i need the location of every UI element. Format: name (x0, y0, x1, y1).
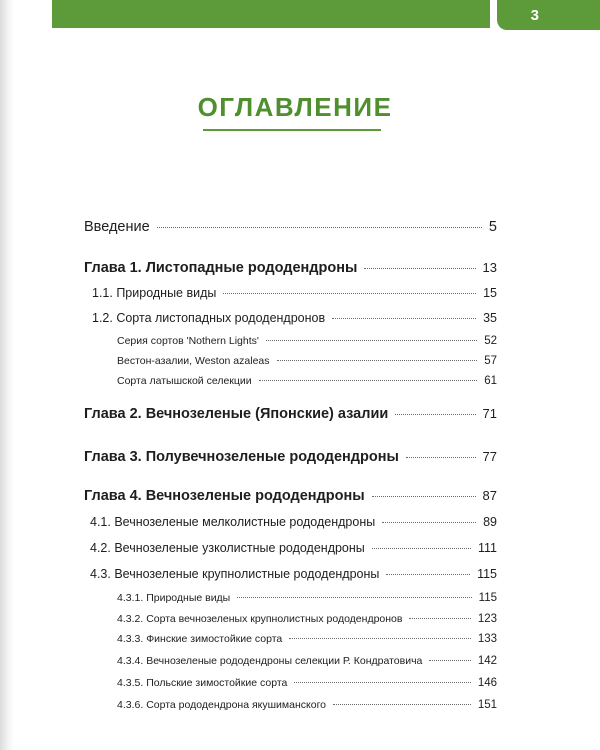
toc-entry-page: 133 (477, 633, 497, 645)
toc-entry-label: Сорта латышской селекции (117, 375, 252, 387)
toc-entry-section-4-3[interactable] (90, 567, 497, 581)
toc-entry-section-4-2[interactable] (90, 541, 497, 555)
toc-entry-section-1-1[interactable] (92, 286, 497, 300)
header-bar (52, 0, 490, 28)
toc-entry-label: 1.2. Сорта листопадных рододендронов (92, 311, 326, 325)
toc-entry-subsection-4-3-5[interactable] (117, 677, 497, 689)
toc-entry-page: 71 (482, 406, 497, 421)
toc-entry-subsection-4-3-2[interactable] (117, 613, 497, 625)
dot-leader (382, 522, 476, 523)
dot-leader (266, 340, 477, 341)
toc-entry-chapter-1[interactable] (84, 260, 497, 276)
toc-entry-subsection[interactable] (117, 335, 497, 347)
toc-entry-page: 115 (477, 567, 497, 581)
title-underline (203, 129, 381, 131)
toc-entry-label: Глава 1. Листопадные рододендроны (84, 260, 358, 276)
toc-entry-page: 111 (477, 541, 497, 555)
dot-leader (259, 380, 478, 381)
toc-entry-label: 4.3.6. Сорта рододендрона якушиманского (117, 699, 327, 711)
toc-entry-label: Серия сортов 'Nothern Lights' (117, 335, 259, 347)
dot-leader (429, 660, 470, 661)
toc-entry-label: Введение (84, 219, 150, 235)
toc-entry-page: 13 (482, 260, 497, 275)
dot-leader (294, 682, 470, 683)
dot-leader (157, 227, 482, 228)
toc-entry-section-4-1[interactable] (90, 515, 497, 529)
toc-entry-chapter-3[interactable] (84, 449, 497, 465)
toc-entry-page: 5 (488, 219, 497, 235)
toc-entry-page: 15 (483, 286, 497, 300)
dot-leader (277, 360, 478, 361)
toc-entry-label: 1.1. Природные виды (92, 286, 217, 300)
toc-entry-page: 35 (483, 311, 497, 325)
toc-entry-label: 4.2. Вечнозеленые узколистные рододендроны (90, 541, 365, 555)
dot-leader (223, 293, 476, 294)
toc-entry-page: 52 (484, 335, 497, 347)
toc-entry-page: 142 (477, 655, 497, 667)
dot-leader (395, 414, 475, 415)
toc-entry-label: 4.3.4. Вечнозеленые рододендроны селекции Р. Кондратовича (117, 655, 423, 667)
dot-leader (332, 318, 476, 319)
toc-entry-label: Глава 4. Вечнозеленые рододендроны (84, 488, 365, 504)
page-number-tab (497, 0, 600, 30)
dot-leader (409, 618, 470, 619)
toc-entry-page: 61 (484, 375, 497, 387)
toc-entry-label: 4.3.3. Финские зимостойкие сорта (117, 633, 283, 645)
toc-entry-introduction[interactable] (84, 219, 497, 235)
toc-entry-page: 151 (477, 699, 497, 711)
toc-entry-page: 146 (477, 677, 497, 689)
toc-title: ОГЛАВЛЕНИЕ (197, 92, 393, 122)
toc-entry-page: 57 (484, 355, 497, 367)
toc-entry-subsection-4-3-1[interactable] (117, 592, 497, 604)
toc-entry-label: 4.3. Вечнозеленые крупнолистные рододендроны (90, 567, 380, 581)
toc-entry-label: Вестон-азалии, Weston azaleas (117, 355, 270, 367)
toc-entry-label: Глава 3. Полувечнозеленые рододендроны (84, 449, 399, 465)
toc-entry-label: 4.3.2. Сорта вечнозеленых крупнолистных рододендронов (117, 613, 403, 625)
toc-entry-chapter-4[interactable] (84, 488, 497, 504)
toc-entry-subsection[interactable] (117, 375, 497, 387)
toc-entry-subsection-4-3-6[interactable] (117, 699, 497, 711)
toc-entry-page: 89 (483, 515, 497, 529)
toc-entry-subsection[interactable] (117, 355, 497, 367)
dot-leader (372, 496, 476, 497)
toc-entry-label: 4.3.5. Польские зимостойкие сорта (117, 677, 288, 689)
toc-entry-page: 77 (482, 449, 497, 464)
toc-entry-label: 4.3.1. Природные виды (117, 592, 231, 604)
toc-entry-page: 123 (477, 613, 497, 625)
toc-entry-label: 4.1. Вечнозеленые мелколистные рододендроны (90, 515, 376, 529)
toc-entry-page: 87 (482, 488, 497, 503)
toc-entry-label: Глава 2. Вечнозеленые (Японские) азалии (84, 406, 389, 422)
dot-leader (386, 574, 470, 575)
dot-leader (364, 268, 475, 269)
toc-entry-subsection-4-3-3[interactable] (117, 633, 497, 645)
toc-entry-subsection-4-3-4[interactable] (117, 655, 497, 667)
toc-entry-section-1-2[interactable] (92, 311, 497, 325)
toc-entry-page: 115 (478, 592, 497, 604)
dot-leader (406, 457, 476, 458)
dot-leader (333, 704, 471, 705)
dot-leader (289, 638, 471, 639)
dot-leader (372, 548, 471, 549)
dot-leader (237, 597, 471, 598)
page-number: 3 (530, 7, 539, 24)
toc-entry-chapter-2[interactable] (84, 406, 497, 422)
